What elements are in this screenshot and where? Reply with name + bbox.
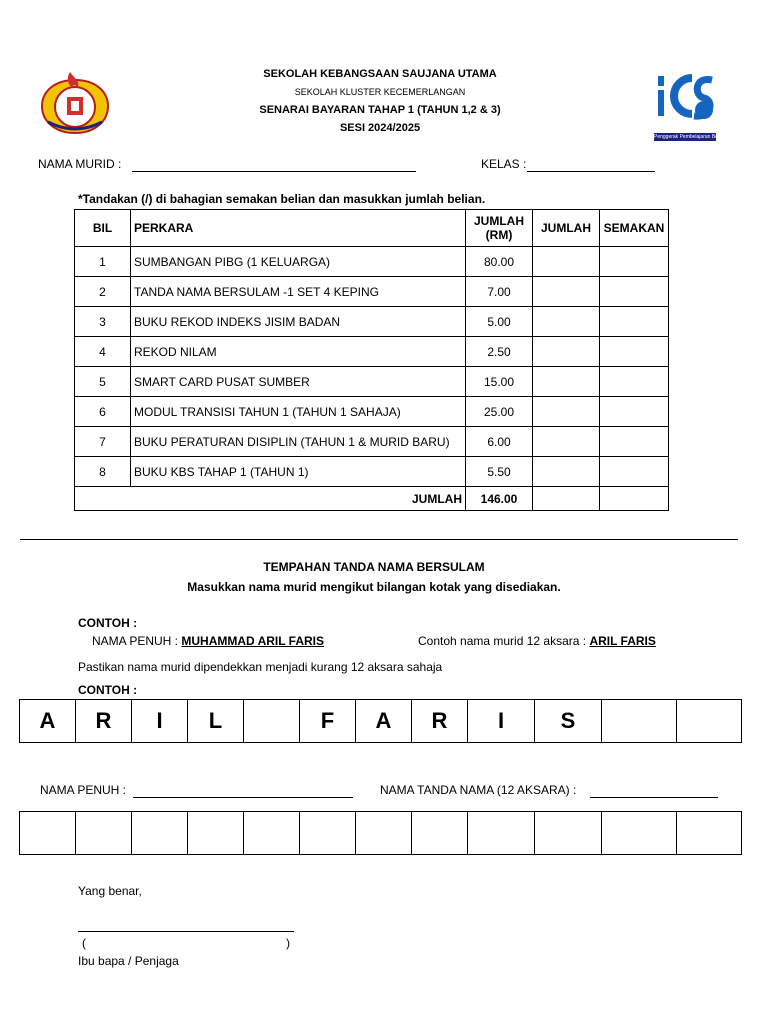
total-semakan-check[interactable] — [600, 487, 669, 511]
header-bil: BIL — [75, 210, 131, 247]
row-jumlah-input[interactable] — [533, 367, 600, 397]
instruction-text: *Tandakan (/) di bahagian semakan belian dan masukkan jumlah belian. — [78, 192, 486, 206]
row-amount: 6.00 — [466, 427, 533, 457]
letter-box: I — [468, 700, 535, 742]
example-full-name — [92, 634, 324, 648]
header-jumlah-rm: JUMLAH (RM) — [466, 210, 533, 247]
tag-name-field[interactable] — [590, 797, 718, 798]
entry-box[interactable] — [468, 812, 535, 854]
section2-title: TEMPAHAN TANDA NAMA BERSULAM — [263, 560, 485, 574]
total-row — [75, 487, 669, 511]
signature-role: Ibu bapa / Penjaga — [78, 954, 179, 968]
row-bil: 4 — [75, 337, 131, 367]
signature-line[interactable] — [78, 931, 294, 932]
row-amount: 5.50 — [466, 457, 533, 487]
row-amount: 2.50 — [466, 337, 533, 367]
header-perkara: PERKARA — [131, 210, 466, 247]
programme-logo-caption: Penggerak Pembelajaran Bermakna — [654, 134, 735, 140]
name-entry-boxes — [19, 811, 742, 855]
header-semakan: SEMAKAN — [600, 210, 669, 247]
example-12-chars-value: ARIL FARIS — [589, 634, 656, 648]
row-semakan-check[interactable] — [600, 367, 669, 397]
row-item: MODUL TRANSISI TAHUN 1 (TAHUN 1 SAHAJA) — [131, 397, 466, 427]
row-amount: 80.00 — [466, 247, 533, 277]
example-label-2: CONTOH : — [78, 683, 138, 697]
student-name-label: NAMA MURID : — [38, 157, 122, 171]
row-jumlah-input[interactable] — [533, 397, 600, 427]
header-jumlah: JUMLAH — [533, 210, 600, 247]
row-jumlah-input[interactable] — [533, 277, 600, 307]
entry-box[interactable] — [412, 812, 468, 854]
row-item: BUKU REKOD INDEKS JISIM BADAN — [131, 307, 466, 337]
row-semakan-check[interactable] — [600, 427, 669, 457]
example-12-chars — [418, 634, 656, 648]
table-row — [75, 307, 669, 337]
example-full-name-label: NAMA PENUH : — [92, 634, 179, 648]
row-bil: 1 — [75, 247, 131, 277]
signature-paren-open: ( — [82, 936, 86, 950]
entry-box[interactable] — [188, 812, 244, 854]
entry-box[interactable] — [76, 812, 132, 854]
table-row — [75, 337, 669, 367]
example-full-name-value: MUHAMMAD ARIL FARIS — [181, 634, 325, 648]
letter-box: A — [20, 700, 76, 742]
entry-box[interactable] — [602, 812, 677, 854]
table-header-row — [75, 210, 669, 247]
row-amount: 15.00 — [466, 367, 533, 397]
section2-subtitle: Masukkan nama murid mengikut bilangan kotak yang disediakan. — [187, 580, 561, 594]
programme-logo — [654, 70, 735, 140]
letter-box — [602, 700, 677, 742]
student-name-field[interactable] — [132, 171, 416, 172]
row-item: SMART CARD PUSAT SUMBER — [131, 367, 466, 397]
example-letter-boxes — [19, 699, 742, 743]
row-jumlah-input[interactable] — [533, 337, 600, 367]
session: SESI 2024/2025 — [339, 122, 421, 134]
letter-box: A — [356, 700, 412, 742]
entry-box[interactable] — [132, 812, 188, 854]
table-row — [75, 277, 669, 307]
class-label: KELAS : — [481, 157, 527, 171]
row-bil: 7 — [75, 427, 131, 457]
row-item: BUKU PERATURAN DISIPLIN (TAHUN 1 & MURID BARU) — [131, 427, 466, 457]
shorten-note: Pastikan nama murid dipendekkan menjadi kurang 12 aksara sahaja — [78, 660, 443, 674]
full-name-label: NAMA PENUH : — [40, 783, 127, 797]
row-semakan-check[interactable] — [600, 337, 669, 367]
list-title: SENARAI BAYARAN TAHAP 1 (TAHUN 1,2 & 3) — [259, 104, 501, 116]
table-row — [75, 457, 669, 487]
row-jumlah-input[interactable] — [533, 427, 600, 457]
total-value: 146.00 — [466, 487, 533, 511]
section-divider — [20, 539, 738, 540]
table-row — [75, 427, 669, 457]
letter-box: R — [412, 700, 468, 742]
example-label: CONTOH : — [78, 616, 138, 630]
letter-box: L — [188, 700, 244, 742]
signature-paren-close: ) — [286, 936, 290, 950]
school-name: SEKOLAH KEBANGSAAN SAUJANA UTAMA — [263, 68, 497, 80]
entry-box[interactable] — [244, 812, 300, 854]
row-item: SUMBANGAN PIBG (1 KELUARGA) — [131, 247, 466, 277]
table-row — [75, 367, 669, 397]
row-bil: 6 — [75, 397, 131, 427]
row-bil: 2 — [75, 277, 131, 307]
row-bil: 5 — [75, 367, 131, 397]
row-bil: 8 — [75, 457, 131, 487]
entry-box[interactable] — [535, 812, 602, 854]
row-item: REKOD NILAM — [131, 337, 466, 367]
full-name-field[interactable] — [133, 797, 353, 798]
row-amount: 5.00 — [466, 307, 533, 337]
entry-box[interactable] — [20, 812, 76, 854]
entry-box[interactable] — [677, 812, 741, 854]
letter-box — [677, 700, 741, 742]
row-jumlah-input[interactable] — [533, 457, 600, 487]
class-field[interactable] — [527, 171, 655, 172]
letter-box: S — [535, 700, 602, 742]
letter-box: R — [76, 700, 132, 742]
closing-text: Yang benar, — [78, 884, 142, 898]
entry-box[interactable] — [300, 812, 356, 854]
row-amount: 25.00 — [466, 397, 533, 427]
row-item: BUKU KBS TAHAP 1 (TAHUN 1) — [131, 457, 466, 487]
total-label: JUMLAH — [75, 487, 466, 511]
table-row — [75, 247, 669, 277]
row-jumlah-input[interactable] — [533, 247, 600, 277]
tag-name-label: NAMA TANDA NAMA (12 AKSARA) : — [380, 783, 577, 797]
example-12-chars-label: Contoh nama murid 12 aksara : — [418, 634, 587, 648]
row-semakan-check[interactable] — [600, 307, 669, 337]
school-crest-logo — [38, 70, 112, 136]
fee-table — [74, 209, 669, 511]
school-cluster: SEKOLAH KLUSTER KECEMERLANGAN — [294, 87, 466, 97]
row-bil: 3 — [75, 307, 131, 337]
letter-box — [244, 700, 300, 742]
row-semakan-check[interactable] — [600, 247, 669, 277]
table-row — [75, 397, 669, 427]
letter-box: F — [300, 700, 356, 742]
row-semakan-check[interactable] — [600, 397, 669, 427]
row-item: TANDA NAMA BERSULAM -1 SET 4 KEPING — [131, 277, 466, 307]
total-jumlah-input[interactable] — [533, 487, 600, 511]
entry-box[interactable] — [356, 812, 412, 854]
row-semakan-check[interactable] — [600, 277, 669, 307]
row-semakan-check[interactable] — [600, 457, 669, 487]
row-amount: 7.00 — [466, 277, 533, 307]
letter-box: I — [132, 700, 188, 742]
row-jumlah-input[interactable] — [533, 307, 600, 337]
